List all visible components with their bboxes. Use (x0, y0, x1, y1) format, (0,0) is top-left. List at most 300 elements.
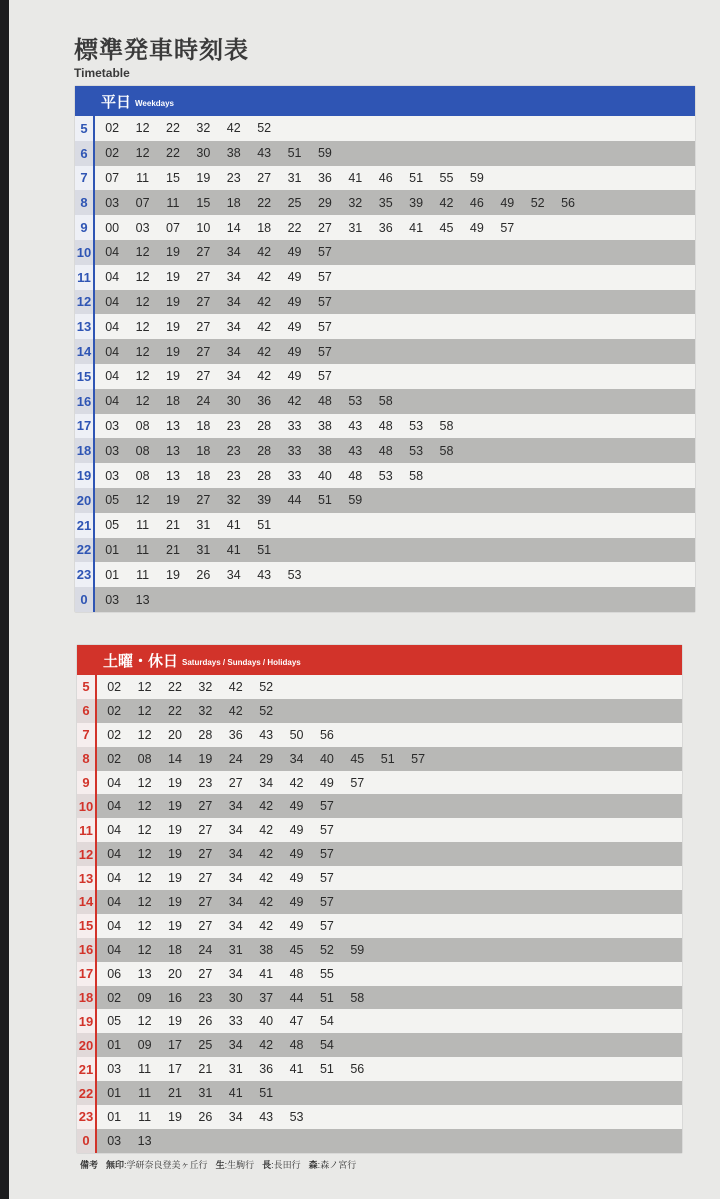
hour-cell: 20 (75, 488, 95, 513)
minutes-list (95, 221, 522, 235)
minute-cell: 24 (228, 751, 243, 766)
legend-item: 生:生駒行 (215, 1160, 255, 1171)
minute-cell: 34 (226, 294, 241, 309)
table-row (77, 1129, 682, 1153)
minute-cell: 13 (137, 966, 152, 981)
minute-cell: 31 (228, 1062, 243, 1077)
minute-cell: 04 (105, 270, 120, 285)
minute-cell: 49 (287, 369, 302, 384)
minute-cell: 36 (259, 1062, 274, 1077)
minute-cell: 12 (137, 871, 152, 886)
hour-cell: 22 (77, 1081, 97, 1105)
minute-cell: 27 (196, 270, 211, 285)
minute-cell: 09 (137, 990, 152, 1005)
minute-cell: 33 (287, 443, 302, 458)
minute-cell: 59 (348, 493, 363, 508)
minute-cell: 04 (105, 369, 120, 384)
minute-cell: 31 (228, 942, 243, 957)
minute-cell: 49 (287, 270, 302, 285)
minutes-list (95, 469, 431, 483)
minute-cell: 53 (409, 418, 424, 433)
minute-cell: 26 (198, 1109, 213, 1124)
minute-cell: 02 (107, 703, 122, 718)
minute-cell: 42 (259, 823, 274, 838)
minute-cell: 28 (257, 443, 272, 458)
page-subtitle: Timetable (74, 66, 130, 80)
minute-cell: 32 (198, 679, 213, 694)
minute-cell: 11 (138, 1062, 152, 1077)
minute-cell: 31 (348, 220, 363, 235)
minute-cell: 42 (228, 679, 243, 694)
minute-cell: 28 (257, 418, 272, 433)
minute-cell: 03 (135, 220, 150, 235)
minute-cell: 27 (228, 775, 243, 790)
minute-cell: 19 (168, 847, 182, 862)
table-row (75, 215, 695, 240)
minute-cell: 42 (259, 918, 274, 933)
hour-cell: 8 (75, 190, 95, 215)
minute-cell: 13 (137, 1133, 152, 1148)
minute-cell: 57 (319, 799, 334, 814)
hour-cell: 0 (75, 587, 95, 612)
table-row (75, 438, 695, 463)
minutes-list (95, 146, 340, 160)
minute-cell: 12 (135, 369, 150, 384)
minute-cell: 03 (107, 1062, 122, 1077)
minute-cell: 48 (348, 468, 363, 483)
minutes-list (97, 871, 342, 885)
minute-cell: 28 (257, 468, 272, 483)
minute-cell: 41 (226, 518, 241, 533)
minute-cell: 13 (166, 468, 180, 483)
minute-cell: 15 (166, 170, 180, 185)
hour-cell: 18 (77, 986, 97, 1010)
minute-cell: 04 (107, 942, 122, 957)
minute-cell: 31 (196, 542, 211, 557)
minutes-list (97, 895, 342, 909)
minute-cell: 30 (228, 990, 243, 1005)
minutes-list (97, 680, 281, 694)
minute-cell: 38 (226, 146, 241, 161)
minute-cell: 56 (319, 727, 334, 742)
minute-cell: 53 (289, 1109, 304, 1124)
minute-cell: 36 (317, 170, 332, 185)
minute-cell: 02 (105, 121, 120, 136)
minutes-list (97, 704, 281, 718)
minutes-list (97, 847, 342, 861)
minute-cell: 38 (317, 418, 332, 433)
holiday-timetable (77, 645, 682, 1153)
hour-cell: 15 (75, 364, 95, 389)
minute-cell: 42 (257, 245, 272, 260)
minute-cell: 01 (107, 1038, 122, 1053)
minute-cell: 04 (107, 799, 122, 814)
minute-cell: 39 (257, 493, 272, 508)
minute-cell: 26 (198, 1014, 213, 1029)
minute-cell: 27 (196, 245, 211, 260)
table-row (75, 290, 695, 315)
minute-cell: 19 (166, 270, 180, 285)
minutes-list (97, 752, 433, 766)
minute-cell: 01 (107, 1109, 122, 1124)
minute-cell: 24 (196, 394, 211, 409)
minute-cell: 24 (198, 942, 213, 957)
legend-item: 無印:学研奈良登美ヶ丘行 (106, 1160, 208, 1171)
minute-cell: 16 (168, 990, 182, 1005)
hour-cell: 7 (75, 166, 95, 191)
minutes-list (95, 320, 340, 334)
minute-cell: 53 (378, 468, 393, 483)
minute-cell: 57 (317, 245, 332, 260)
minute-cell: 57 (317, 369, 332, 384)
minute-cell: 12 (137, 799, 152, 814)
minute-cell: 40 (317, 468, 332, 483)
table-row (77, 842, 682, 866)
minute-cell: 12 (135, 294, 150, 309)
minute-cell: 08 (135, 443, 150, 458)
minute-cell: 02 (107, 990, 122, 1005)
table-row (75, 314, 695, 339)
minute-cell: 34 (228, 918, 243, 933)
minute-cell: 13 (166, 443, 180, 458)
minute-cell: 00 (105, 220, 120, 235)
minute-cell: 27 (198, 823, 213, 838)
minute-cell: 07 (166, 220, 180, 235)
hour-cell: 9 (77, 771, 97, 795)
minute-cell: 09 (137, 1038, 152, 1053)
table-row (77, 699, 682, 723)
minute-cell: 25 (287, 195, 302, 210)
hour-cell: 19 (75, 463, 95, 488)
minute-cell: 27 (317, 220, 332, 235)
minute-cell: 57 (319, 871, 334, 886)
minute-cell: 38 (259, 942, 274, 957)
minute-cell: 51 (319, 990, 334, 1005)
minute-cell: 56 (561, 195, 575, 210)
minute-cell: 27 (257, 170, 272, 185)
minute-cell: 02 (105, 146, 120, 161)
table-row (75, 339, 695, 364)
minute-cell: 49 (319, 775, 334, 790)
hour-cell: 12 (75, 290, 95, 315)
minute-cell: 23 (198, 990, 213, 1005)
table-row (75, 513, 695, 538)
minute-cell: 27 (196, 294, 211, 309)
minute-cell: 49 (287, 344, 302, 359)
minute-cell: 31 (196, 518, 211, 533)
minute-cell: 04 (107, 918, 122, 933)
minute-cell: 49 (289, 799, 304, 814)
minute-cell: 42 (259, 847, 274, 862)
minutes-list (95, 369, 340, 383)
minute-cell: 13 (135, 592, 150, 607)
minute-cell: 27 (196, 344, 211, 359)
minute-cell: 36 (378, 220, 393, 235)
minute-cell: 41 (289, 1062, 304, 1077)
minute-cell: 11 (136, 567, 150, 582)
minute-cell: 57 (317, 294, 332, 309)
hour-cell: 8 (77, 747, 97, 771)
minute-cell: 34 (259, 775, 274, 790)
minute-cell: 22 (166, 121, 180, 136)
table-row (75, 488, 695, 513)
minutes-list (95, 245, 340, 259)
weekday-header (75, 86, 695, 116)
table-row (77, 723, 682, 747)
minute-cell: 02 (107, 751, 122, 766)
minute-cell: 01 (107, 1086, 122, 1101)
minute-cell: 41 (348, 170, 363, 185)
table-row (77, 771, 682, 795)
minutes-list (95, 196, 583, 210)
minute-cell: 49 (287, 294, 302, 309)
minute-cell: 18 (196, 443, 211, 458)
minute-cell: 05 (105, 518, 120, 533)
table-row (75, 364, 695, 389)
weekday-label: 平日 (101, 92, 132, 111)
minute-cell: 34 (228, 799, 243, 814)
hour-cell: 0 (77, 1129, 97, 1153)
hour-cell: 16 (77, 938, 97, 962)
minute-cell: 22 (287, 220, 302, 235)
hour-cell: 17 (75, 414, 95, 439)
hour-cell: 18 (75, 438, 95, 463)
hour-cell: 13 (75, 314, 95, 339)
minute-cell: 12 (137, 775, 152, 790)
minute-cell: 29 (317, 195, 332, 210)
minute-cell: 26 (196, 567, 211, 582)
minute-cell: 48 (289, 966, 304, 981)
hour-cell: 15 (77, 914, 97, 938)
minute-cell: 48 (317, 394, 332, 409)
minute-cell: 29 (259, 751, 274, 766)
table-row (77, 747, 682, 771)
hour-cell: 11 (77, 818, 97, 842)
minute-cell: 32 (198, 703, 213, 718)
minute-cell: 14 (168, 751, 182, 766)
minute-cell: 06 (107, 966, 122, 981)
minute-cell: 18 (196, 468, 211, 483)
table-row (75, 265, 695, 290)
minute-cell: 04 (107, 775, 122, 790)
hour-cell: 14 (75, 339, 95, 364)
hour-cell: 7 (77, 723, 97, 747)
minute-cell: 43 (257, 146, 272, 161)
hour-cell: 21 (77, 1057, 97, 1081)
minute-cell: 19 (168, 1014, 182, 1029)
minute-cell: 42 (259, 894, 274, 909)
hour-cell: 10 (75, 240, 95, 265)
minute-cell: 04 (105, 344, 120, 359)
minute-cell: 19 (168, 894, 182, 909)
table-row (77, 818, 682, 842)
note-label: 備考 (80, 1161, 99, 1171)
minute-cell: 55 (319, 966, 334, 981)
minute-cell: 21 (198, 1062, 213, 1077)
minute-cell: 15 (196, 195, 211, 210)
minute-cell: 23 (226, 418, 241, 433)
minute-cell: 02 (107, 679, 122, 694)
minute-cell: 48 (378, 443, 393, 458)
minutes-list (95, 295, 340, 309)
minute-cell: 28 (198, 727, 213, 742)
minute-cell: 04 (107, 871, 122, 886)
hour-cell: 17 (77, 962, 97, 986)
table-row (75, 166, 695, 191)
minute-cell: 42 (257, 344, 272, 359)
minute-cell: 51 (257, 542, 272, 557)
table-row (77, 914, 682, 938)
minute-cell: 19 (166, 344, 180, 359)
minute-cell: 49 (289, 871, 304, 886)
hour-cell: 21 (75, 513, 95, 538)
minute-cell: 45 (439, 220, 454, 235)
minute-cell: 52 (259, 703, 274, 718)
minute-cell: 11 (136, 542, 150, 557)
minute-cell: 58 (439, 443, 454, 458)
table-row (77, 938, 682, 962)
minute-cell: 42 (257, 319, 272, 334)
minute-cell: 34 (228, 1038, 243, 1053)
minute-cell: 47 (289, 1014, 304, 1029)
minute-cell: 03 (107, 1133, 122, 1148)
table-row (77, 794, 682, 818)
minute-cell: 43 (348, 443, 363, 458)
minute-cell: 49 (289, 823, 304, 838)
holiday-rows (77, 675, 682, 1153)
minute-cell: 48 (289, 1038, 304, 1053)
minute-cell: 19 (198, 751, 213, 766)
minute-cell: 23 (198, 775, 213, 790)
minute-cell: 49 (289, 918, 304, 933)
minute-cell: 49 (289, 847, 304, 862)
minute-cell: 05 (105, 493, 120, 508)
table-row (75, 141, 695, 166)
minute-cell: 04 (107, 823, 122, 838)
minute-cell: 22 (168, 679, 182, 694)
minutes-list (95, 493, 371, 507)
minute-cell: 04 (105, 394, 120, 409)
minute-cell: 18 (257, 220, 272, 235)
minute-cell: 21 (168, 1086, 182, 1101)
minute-cell: 07 (135, 195, 150, 210)
hour-cell: 20 (77, 1033, 97, 1057)
table-row (77, 1009, 682, 1033)
minute-cell: 08 (137, 751, 152, 766)
minute-cell: 19 (196, 170, 211, 185)
minute-cell: 57 (319, 894, 334, 909)
minute-cell: 49 (500, 195, 515, 210)
minute-cell: 22 (166, 146, 180, 161)
minute-cell: 42 (287, 394, 302, 409)
hour-cell: 13 (77, 866, 97, 890)
hour-cell: 9 (75, 215, 95, 240)
minute-cell: 36 (228, 727, 243, 742)
table-row (75, 587, 695, 612)
minutes-list (95, 593, 158, 607)
minutes-list (97, 943, 373, 957)
page-header (74, 30, 249, 80)
minute-cell: 19 (166, 493, 180, 508)
minute-cell: 19 (168, 1109, 182, 1124)
minute-cell: 02 (107, 727, 122, 742)
minutes-list (97, 967, 342, 981)
minute-cell: 57 (411, 751, 426, 766)
minute-cell: 30 (196, 146, 211, 161)
minute-cell: 31 (287, 170, 302, 185)
minute-cell: 04 (105, 245, 120, 260)
minutes-list (97, 1086, 281, 1100)
minutes-list (97, 1038, 342, 1052)
minute-cell: 12 (137, 703, 152, 718)
minute-cell: 39 (409, 195, 424, 210)
minute-cell: 34 (226, 344, 241, 359)
minute-cell: 48 (378, 418, 393, 433)
minute-cell: 27 (196, 369, 211, 384)
hour-cell: 5 (77, 675, 97, 699)
minute-cell: 03 (105, 443, 120, 458)
minute-cell: 53 (287, 567, 302, 582)
minutes-list (97, 823, 342, 837)
minute-cell: 27 (198, 894, 213, 909)
minute-cell: 19 (168, 775, 182, 790)
table-row (77, 890, 682, 914)
minute-cell: 46 (469, 195, 484, 210)
minute-cell: 42 (228, 703, 243, 718)
holiday-label: 土曜・休日 (103, 651, 179, 670)
minute-cell: 32 (196, 121, 211, 136)
table-row (77, 986, 682, 1010)
minute-cell: 32 (226, 493, 241, 508)
minute-cell: 43 (259, 727, 274, 742)
minute-cell: 51 (317, 493, 332, 508)
minute-cell: 19 (168, 918, 182, 933)
minute-cell: 43 (348, 418, 363, 433)
minute-cell: 12 (137, 847, 152, 862)
minute-cell: 37 (259, 990, 274, 1005)
minute-cell: 11 (138, 1086, 152, 1101)
minute-cell: 58 (350, 990, 365, 1005)
minute-cell: 50 (289, 727, 304, 742)
minute-cell: 12 (135, 344, 150, 359)
minute-cell: 27 (198, 918, 213, 933)
minute-cell: 33 (287, 468, 302, 483)
minute-cell: 19 (166, 319, 180, 334)
minute-cell: 52 (257, 121, 272, 136)
minute-cell: 23 (226, 170, 241, 185)
minute-cell: 12 (137, 918, 152, 933)
minute-cell: 12 (135, 394, 150, 409)
hour-cell: 14 (77, 890, 97, 914)
minute-cell: 41 (226, 542, 241, 557)
minute-cell: 51 (380, 751, 395, 766)
minute-cell: 43 (257, 567, 272, 582)
minute-cell: 01 (105, 542, 120, 557)
minute-cell: 34 (226, 270, 241, 285)
minute-cell: 34 (226, 369, 241, 384)
minute-cell: 54 (319, 1038, 334, 1053)
minute-cell: 34 (228, 823, 243, 838)
minute-cell: 55 (439, 170, 454, 185)
legend-notes (80, 1158, 356, 1171)
minute-cell: 19 (166, 567, 180, 582)
minute-cell: 12 (137, 727, 152, 742)
minute-cell: 18 (166, 394, 180, 409)
hour-cell: 5 (75, 116, 95, 141)
minute-cell: 34 (228, 847, 243, 862)
minute-cell: 57 (500, 220, 515, 235)
minutes-list (95, 394, 401, 408)
